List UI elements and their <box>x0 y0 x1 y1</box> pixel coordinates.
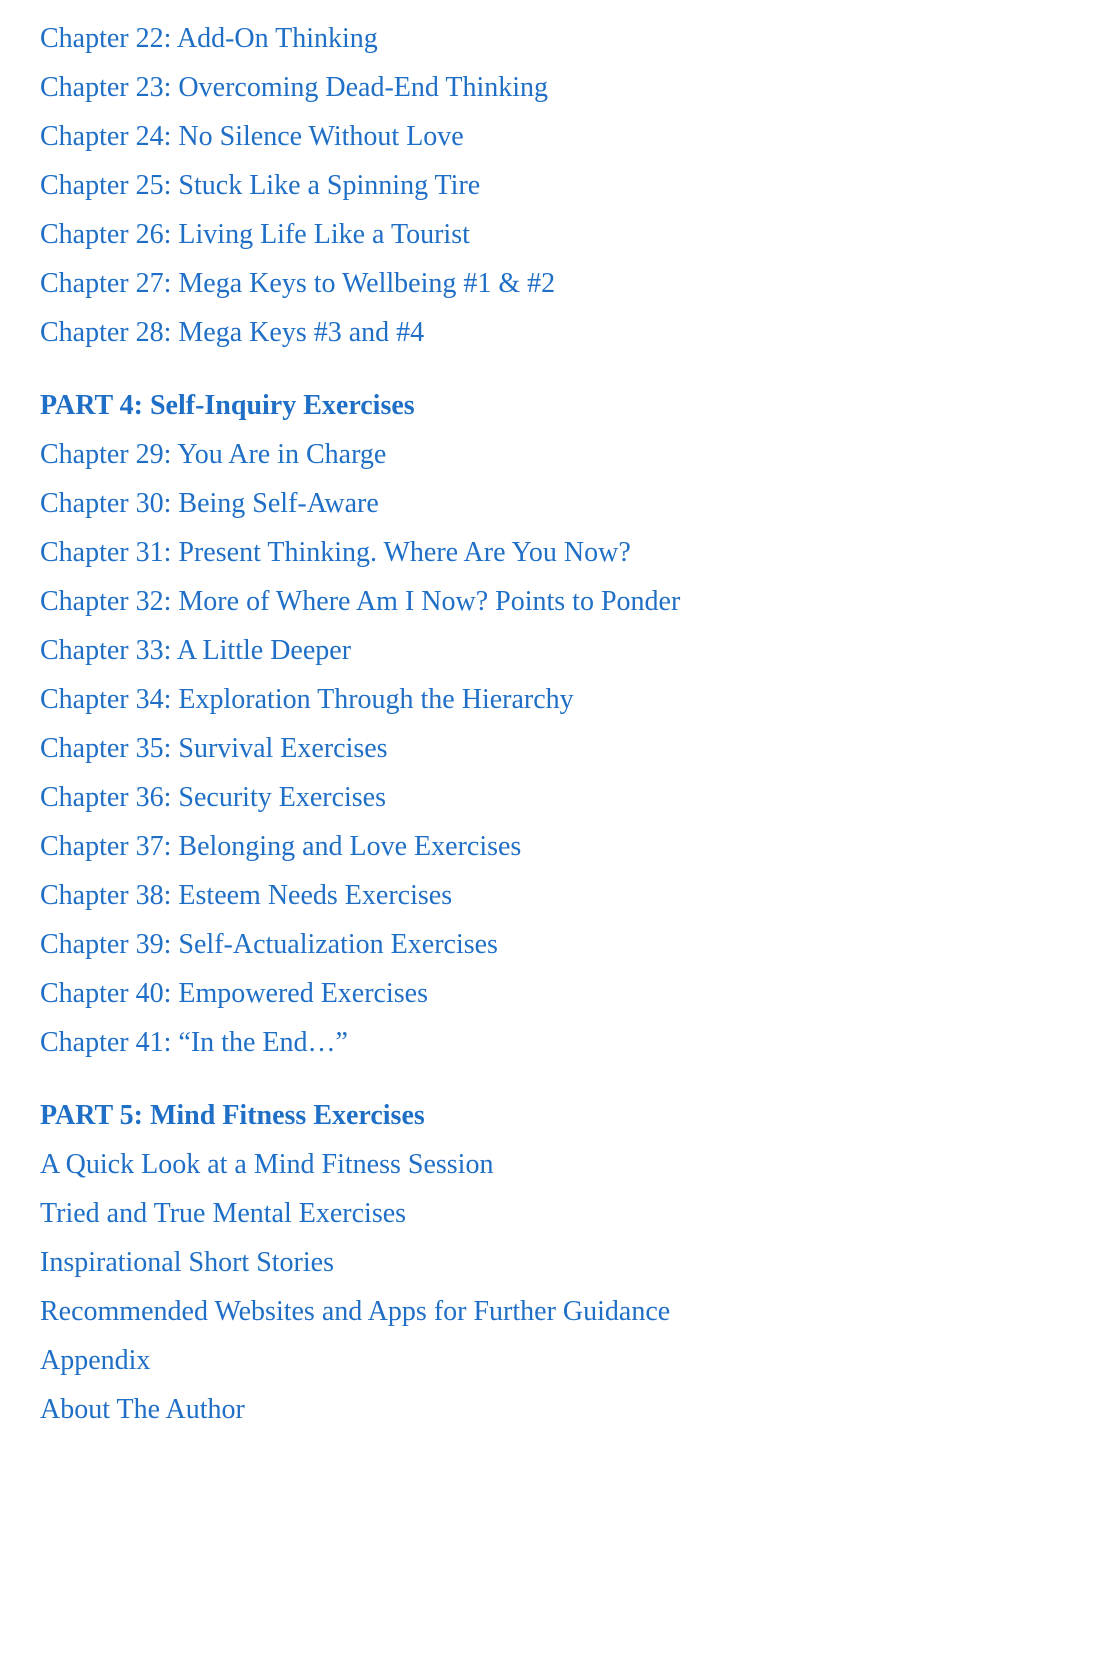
toc-link-chapter-23[interactable]: Chapter 23: Overcoming Dead-End Thinking <box>40 72 549 103</box>
toc-link-chapter-25[interactable]: Chapter 25: Stuck Like a Spinning Tire <box>40 170 481 201</box>
toc-link-chapter-22[interactable]: Chapter 22: Add-On Thinking <box>40 23 378 54</box>
toc-link-quick-look[interactable]: A Quick Look at a Mind Fitness Session <box>40 1149 494 1180</box>
toc-link-chapter-34[interactable]: Chapter 34: Exploration Through the Hierarchy <box>40 684 574 715</box>
toc-link-about-author[interactable]: About The Author <box>40 1394 245 1425</box>
toc-link-chapter-37[interactable]: Chapter 37: Belonging and Love Exercises <box>40 831 522 862</box>
toc-link-chapter-41[interactable]: Chapter 41: “In the End…” <box>40 1027 348 1058</box>
part-5-heading[interactable]: PART 5: Mind Fitness Exercises <box>40 1100 425 1131</box>
part-4-heading[interactable]: PART 4: Self-Inquiry Exercises <box>40 390 415 421</box>
toc-link-mental-exercises[interactable]: Tried and True Mental Exercises <box>40 1198 407 1229</box>
toc-link-chapter-32[interactable]: Chapter 32: More of Where Am I Now? Points to Ponder <box>40 586 681 617</box>
toc-link-chapter-30[interactable]: Chapter 30: Being Self-Aware <box>40 488 379 519</box>
toc-link-appendix[interactable]: Appendix <box>40 1345 151 1376</box>
table-of-contents <box>40 14 1080 1434</box>
toc-link-chapter-39[interactable]: Chapter 39: Self-Actualization Exercises <box>40 929 498 960</box>
toc-link-chapter-28[interactable]: Chapter 28: Mega Keys #3 and #4 <box>40 317 425 348</box>
toc-link-chapter-26[interactable]: Chapter 26: Living Life Like a Tourist <box>40 219 470 250</box>
toc-link-chapter-36[interactable]: Chapter 36: Security Exercises <box>40 782 387 813</box>
toc-link-chapter-35[interactable]: Chapter 35: Survival Exercises <box>40 733 388 764</box>
toc-link-chapter-29[interactable]: Chapter 29: You Are in Charge <box>40 439 387 470</box>
toc-link-chapter-24[interactable]: Chapter 24: No Silence Without Love <box>40 121 464 152</box>
toc-link-chapter-27[interactable]: Chapter 27: Mega Keys to Wellbeing #1 & #2 <box>40 268 556 299</box>
toc-link-websites-apps[interactable]: Recommended Websites and Apps for Further Guidance <box>40 1296 671 1327</box>
toc-link-chapter-31[interactable]: Chapter 31: Present Thinking. Where Are You Now? <box>40 537 631 568</box>
toc-link-chapter-33[interactable]: Chapter 33: A Little Deeper <box>40 635 352 666</box>
toc-link-chapter-38[interactable]: Chapter 38: Esteem Needs Exercises <box>40 880 453 911</box>
toc-link-chapter-40[interactable]: Chapter 40: Empowered Exercises <box>40 978 428 1009</box>
toc-link-short-stories[interactable]: Inspirational Short Stories <box>40 1247 334 1278</box>
